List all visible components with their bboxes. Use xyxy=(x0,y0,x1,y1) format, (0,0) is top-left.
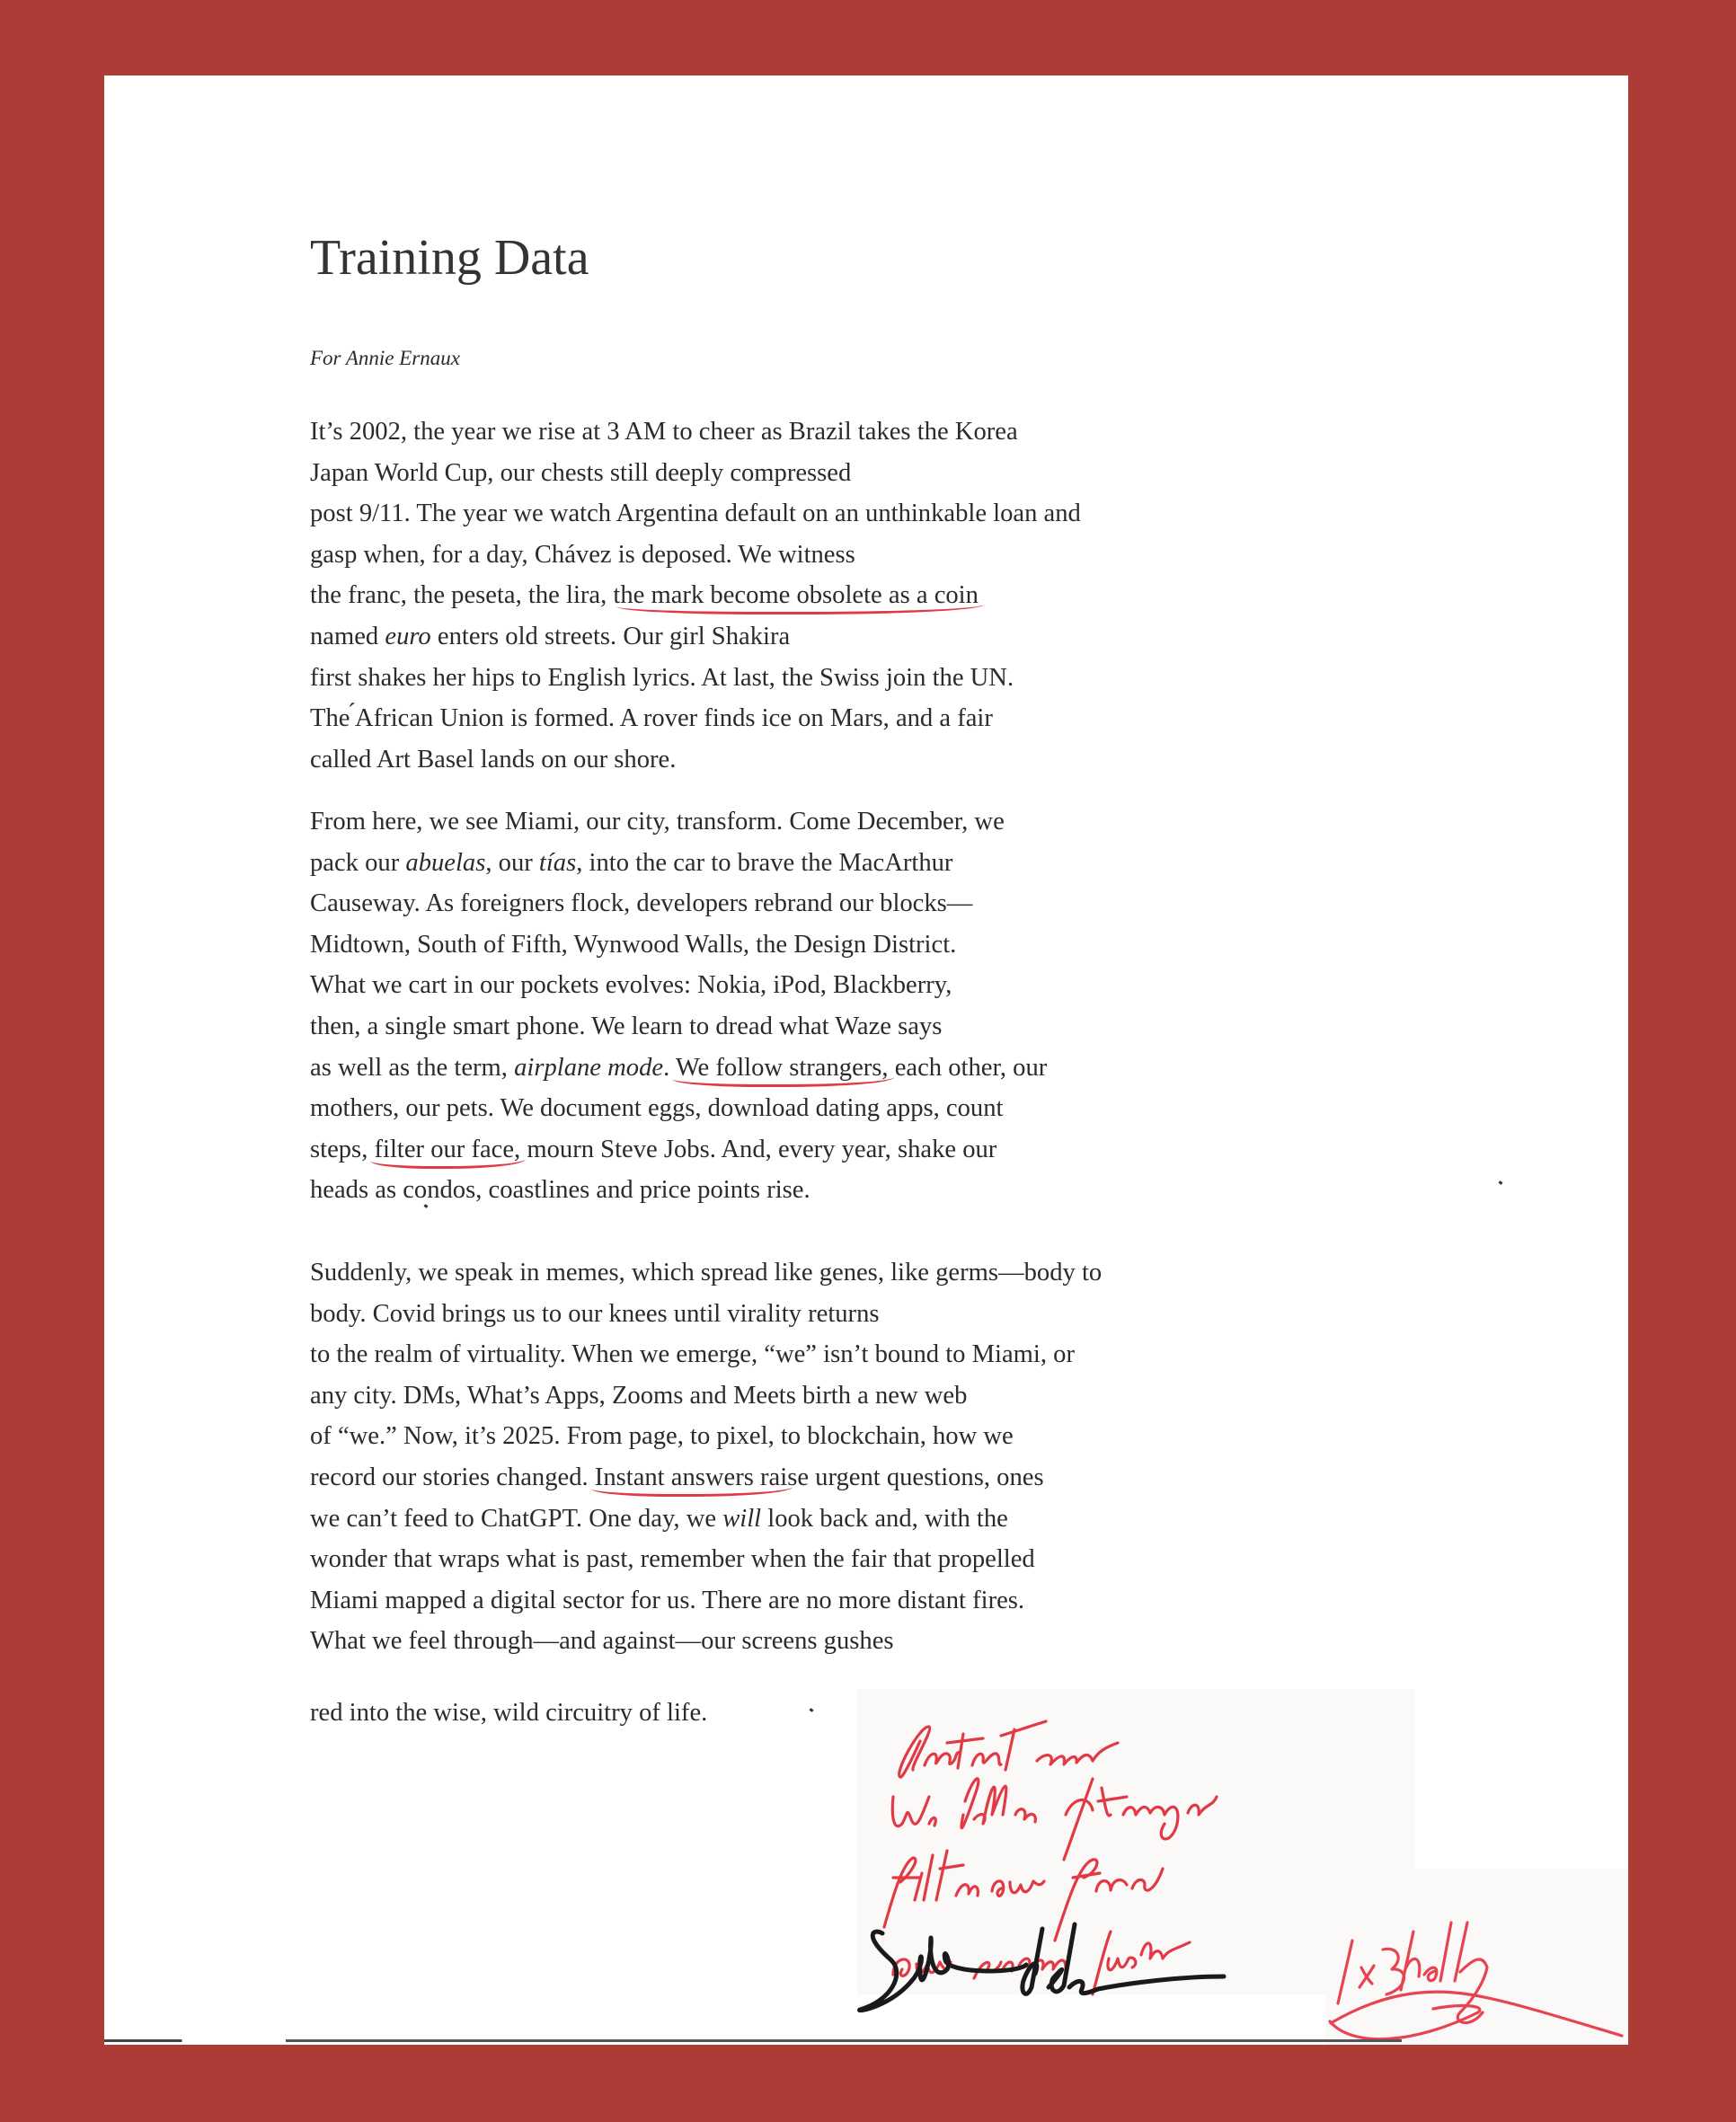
poem-line: The ́African Union is formed. A rover finds ice on Mars, and a fair xyxy=(310,704,993,733)
stanza-4 xyxy=(310,1693,707,1734)
stanza-3 xyxy=(310,1252,1102,1662)
scan-speck xyxy=(1499,1180,1503,1185)
second-signature xyxy=(1325,1869,1628,2045)
text-segment: enters old streets. Our girl Shakira xyxy=(430,622,791,650)
poem-line: called Art Basel lands on our shore. xyxy=(310,745,677,774)
bottom-rule-divider xyxy=(104,2039,1402,2042)
poem-line xyxy=(310,616,1081,658)
red-underline-annotation: filter our face, xyxy=(374,1135,521,1163)
red-underline-annotation: We follow strangers, xyxy=(675,1053,889,1082)
poem-line: What we cart in our pockets evolves: Nokia, iPod, Blackberry, xyxy=(310,971,952,1000)
poem-line: post 9/11. The year we watch Argentina default on an unthinkable loan and xyxy=(310,500,1081,528)
text-segment: se urgent questions, ones xyxy=(787,1463,1044,1491)
poem-line: Midtown, South of Fifth, Wynwood Walls, the Design District. xyxy=(310,930,957,959)
italic-word: euro xyxy=(385,622,431,650)
poem-line: gasp when, for a day, Chávez is deposed. We witness xyxy=(310,540,855,569)
poem-line: of “we.” Now, it’s 2025. From page, to pixel, to blockchain, how we xyxy=(310,1422,1014,1451)
text-segment: the franc, the peseta, the lira, t xyxy=(310,581,621,610)
poem-line xyxy=(310,1129,1047,1171)
poem-line: Suddenly, we speak in memes, which spread like genes, like germs—body to xyxy=(310,1259,1103,1286)
text-segment: , into the car to brave the MacArthur xyxy=(576,848,953,877)
poem-line xyxy=(310,1457,1102,1499)
second-signature-red-icon xyxy=(1325,1869,1628,2045)
text-segment: as well as the term, xyxy=(310,1053,515,1082)
text-segment: named xyxy=(310,622,385,650)
scan-speck xyxy=(810,1708,814,1712)
text-segment: record our stories changed. xyxy=(310,1463,595,1491)
text-segment: pack our xyxy=(310,848,406,877)
poem-line: heads as condos, coastlines and price points rise. xyxy=(310,1176,810,1205)
poem-line xyxy=(310,575,1081,616)
poem-line: red into the wise, wild circuitry of life. xyxy=(310,1699,708,1727)
poem-line: It’s 2002, the year we rise at 3 AM to cheer as Brazil takes the Korea xyxy=(310,418,1018,446)
poem-line xyxy=(310,1499,1102,1540)
text-segment: steps, xyxy=(310,1135,375,1163)
poem-line: What we feel through—and against—our screens gushes xyxy=(310,1627,894,1656)
red-underline-annotation: Instant answers rai xyxy=(594,1463,788,1491)
document-page xyxy=(104,75,1628,2045)
red-underline-annotation: he mark become obsolete as a coin xyxy=(620,581,979,610)
poem-line: From here, we see Miami, our city, transform. Come December, we xyxy=(310,808,1005,836)
poem-line: Miami mapped a digital sector for us. There are no more distant fires. xyxy=(310,1586,1025,1614)
text-segment: . xyxy=(663,1053,676,1082)
poem-line xyxy=(310,1048,1047,1089)
text-segment: look back and, with the xyxy=(761,1504,1008,1533)
text-segment: mourn Steve Jobs. And, every year, shake our xyxy=(520,1135,997,1163)
italic-word: abuelas xyxy=(405,848,486,877)
poem-line xyxy=(310,843,1047,884)
stanza-1 xyxy=(310,411,1081,780)
stanza-2 xyxy=(310,801,1047,1211)
poem-line: to the realm of virtuality. When we emerge, “we” isn’t bound to Miami, or xyxy=(310,1340,1075,1369)
poem-line: body. Covid brings us to our knees until virality returns xyxy=(310,1299,880,1328)
text-segment: we can’t feed to ChatGPT. One day, we xyxy=(310,1504,723,1533)
poem-line: Japan World Cup, our chests still deeply compressed xyxy=(310,458,852,487)
poem-line: any city. DMs, What’s Apps, Zooms and Meets birth a new web xyxy=(310,1381,968,1410)
poem-line: mothers, our pets. We document eggs, download dating apps, count xyxy=(310,1094,1004,1123)
dedication: For Annie Ernaux xyxy=(310,347,460,369)
italic-word: airplane mode xyxy=(514,1053,664,1082)
poem-title: Training Data xyxy=(310,230,589,286)
italic-word: will xyxy=(722,1504,762,1533)
artist-signature-black-icon xyxy=(855,1924,1233,2023)
italic-word: tías xyxy=(538,848,577,877)
text-segment: , our xyxy=(485,848,539,877)
poem-line: Causeway. As foreigners flock, developers rebrand our blocks— xyxy=(310,889,973,918)
poem-line: first shakes her hips to English lyrics. At last, the Swiss join the UN. xyxy=(310,663,1014,692)
poem-line: wonder that wraps what is past, remember when the fair that propelled xyxy=(310,1545,1035,1574)
text-segment: each other, our xyxy=(888,1053,1048,1082)
poem-line: then, a single smart phone. We learn to dread what Waze says xyxy=(310,1012,943,1040)
